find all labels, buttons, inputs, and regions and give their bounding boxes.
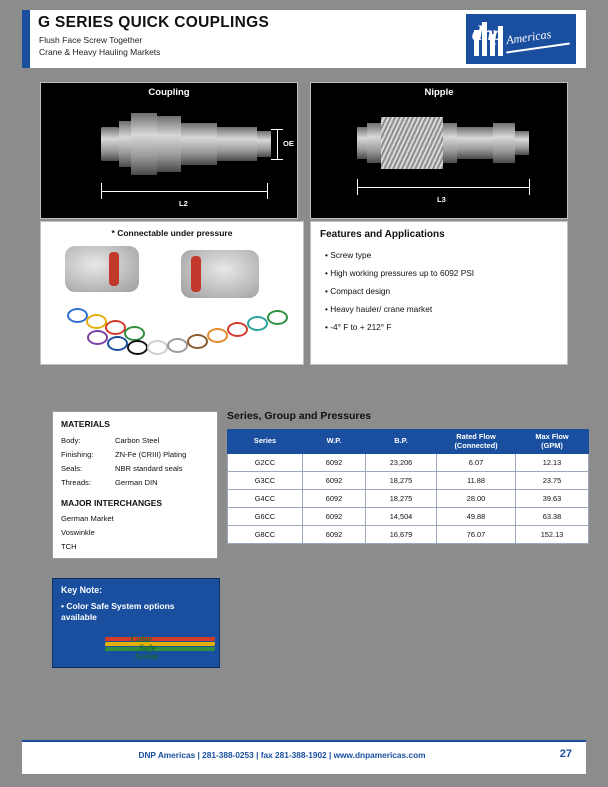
table-row: [228, 454, 589, 472]
coupling-image-part: [157, 116, 181, 172]
cell-rated: 6.07: [437, 454, 516, 472]
table-row: [228, 526, 589, 544]
table-header-max-flow: [516, 430, 589, 454]
table-header-rated-flow-line1: Rated Flow: [456, 432, 496, 441]
nipple-image-part: [367, 123, 381, 163]
table-header-bp: B.P.: [366, 430, 437, 454]
color-ring: [167, 338, 188, 353]
dim-l2-tick-right: [267, 183, 268, 199]
cell-series: G4CC: [228, 490, 303, 508]
dim-l3-tick-left: [357, 179, 358, 195]
cell-max: 12.13: [516, 454, 589, 472]
materials-label: Finishing:: [61, 450, 94, 459]
dim-oe-line: [277, 129, 278, 159]
connectable-title: * Connectable under pressure: [111, 228, 233, 238]
cell-series: G3CC: [228, 472, 303, 490]
cell-bp: 14,504: [366, 508, 437, 526]
materials-value: ZN-Fe (CRIII) Plating: [115, 450, 187, 459]
features-title: Features and Applications: [320, 229, 445, 240]
feature-item: • -4° F to + 212° F: [325, 322, 392, 332]
coupling-image-part: [119, 121, 131, 167]
nipple-image-part: [443, 123, 457, 163]
materials-label: Threads:: [61, 478, 91, 487]
nipple-caption: Nipple: [424, 87, 454, 98]
cell-series: G6CC: [228, 508, 303, 526]
logo-text-color: Color: [131, 634, 153, 644]
cell-max: 152.13: [516, 526, 589, 544]
cell-rated: 49.88: [437, 508, 516, 526]
interchange-item: German Market: [61, 514, 114, 523]
color-safe-system-logo: [105, 631, 215, 665]
key-note-text: • Color Safe System options available: [61, 601, 175, 623]
key-note-title: Key Note:: [61, 585, 103, 595]
feature-item: • Heavy hauler/ crane market: [325, 304, 433, 314]
nipple-image-part: [515, 131, 529, 155]
color-ring: [87, 330, 108, 345]
series-table: [227, 429, 589, 544]
dnp-americas-logo: [466, 14, 576, 64]
nipple-image: [357, 127, 367, 159]
dim-l2-line: [101, 191, 267, 192]
table-header-rated-flow: [437, 430, 516, 454]
materials-box: [52, 411, 218, 559]
color-ring: [147, 340, 168, 355]
dim-l3-line: [357, 187, 529, 188]
materials-label: Body:: [61, 436, 81, 445]
logo-stripe-yellow: [105, 642, 215, 646]
table-header-series: Series: [228, 430, 303, 454]
cell-max: 39.63: [516, 490, 589, 508]
table-header-rated-flow-line2: (Connected): [454, 440, 498, 450]
materials-title: MATERIALS: [61, 419, 110, 429]
color-ring: [207, 328, 228, 343]
color-ring: [127, 340, 148, 355]
header-subtitle-2: Crane & Heavy Hauling Markets: [39, 47, 161, 57]
cell-series: G2CC: [228, 454, 303, 472]
cell-wp: 6092: [303, 472, 366, 490]
cell-bp: 16,679: [366, 526, 437, 544]
nipple-image-part: [381, 117, 443, 169]
features-panel: [310, 221, 568, 365]
logo-stripe-blue: [105, 652, 215, 656]
coupling-photo-panel: [40, 82, 298, 219]
connectable-image-right-seal: [191, 256, 201, 292]
table-header-max-flow-line1: Max Flow: [535, 432, 569, 441]
key-note-box: [52, 578, 220, 668]
logo-americas-text: Americas: [505, 26, 553, 48]
table-row: [228, 508, 589, 526]
materials-value: NBR standard seals: [115, 464, 183, 473]
connectable-image-left-seal: [109, 252, 119, 286]
coupling-image-part: [181, 123, 217, 165]
color-ring: [107, 336, 128, 351]
cell-wp: 6092: [303, 490, 366, 508]
dim-l2-label: L2: [179, 199, 188, 208]
cell-bp: 18,275: [366, 490, 437, 508]
connectable-panel: [40, 221, 304, 365]
dim-l3-tick-right: [529, 179, 530, 195]
interchange-item: Voswinkle: [61, 528, 95, 537]
coupling-image: [101, 127, 119, 161]
cell-series: G8CC: [228, 526, 303, 544]
dim-oe-label: OE: [283, 139, 294, 148]
cell-rated: 11.88: [437, 472, 516, 490]
cell-wp: 6092: [303, 526, 366, 544]
cell-wp: 6092: [303, 508, 366, 526]
coupling-image-part: [131, 113, 157, 175]
cell-rated: 76.07: [437, 526, 516, 544]
feature-item: • High working pressures up to 6092 PSI: [325, 268, 475, 278]
nipple-photo-panel: [310, 82, 568, 219]
color-ring: [124, 326, 145, 341]
dim-l3-label: L3: [437, 195, 446, 204]
table-header-row: [228, 430, 589, 454]
cell-max: 63.38: [516, 508, 589, 526]
color-ring: [247, 316, 268, 331]
page-number: 27: [559, 748, 572, 760]
dim-l2-tick-left: [101, 183, 102, 199]
coupling-image-part: [257, 131, 271, 157]
logo-text-safe: Safe: [139, 643, 156, 653]
table-header-max-flow-line2: (GPM): [541, 440, 563, 450]
connectable-image-left: [65, 246, 139, 292]
page-title: G SERIES QUICK COUPLINGS: [38, 14, 270, 31]
page-footer: [22, 740, 586, 774]
logo-text-system: System: [135, 652, 159, 661]
color-ring: [187, 334, 208, 349]
interchange-item: TCH: [61, 542, 77, 551]
cell-max: 23.75: [516, 472, 589, 490]
dim-oe-tick-top: [271, 129, 283, 130]
color-ring: [86, 314, 107, 329]
header-subtitle-1: Flush Face Screw Together: [39, 35, 143, 45]
color-ring: [227, 322, 248, 337]
footer-contact-text: DNP Americas | 281-388-0253 | fax 281-388-1902 | www.dnpamericas.com: [138, 750, 426, 760]
table-row: [228, 472, 589, 490]
color-ring: [105, 320, 126, 335]
coupling-image-part: [217, 127, 257, 161]
cell-wp: 6092: [303, 454, 366, 472]
interchanges-title: MAJOR INTERCHANGES: [61, 498, 163, 508]
header-accent-bar: [22, 10, 30, 68]
cell-bp: 23,206: [366, 454, 437, 472]
nipple-image-part: [457, 127, 493, 159]
table-header-wp: W.P.: [303, 430, 366, 454]
color-ring: [267, 310, 288, 325]
materials-value: Carbon Steel: [115, 436, 160, 445]
materials-value: German DIN: [115, 478, 158, 487]
cell-bp: 18,275: [366, 472, 437, 490]
cell-rated: 28.00: [437, 490, 516, 508]
coupling-caption: Coupling: [148, 87, 190, 98]
color-ring: [67, 308, 88, 323]
table-row: [228, 490, 589, 508]
materials-label: Seals:: [61, 464, 83, 473]
series-table-title: Series, Group and Pressures: [227, 410, 372, 422]
nipple-image-part: [493, 123, 515, 163]
feature-item: • Compact design: [325, 286, 391, 296]
logo-stripe-red: [105, 637, 215, 641]
logo-dnp-text: dnp: [472, 21, 502, 45]
logo-stripe-green: [105, 647, 215, 651]
dim-oe-tick-bottom: [271, 159, 283, 160]
feature-item: • Screw type: [325, 250, 372, 260]
footer-divider: [22, 740, 586, 742]
